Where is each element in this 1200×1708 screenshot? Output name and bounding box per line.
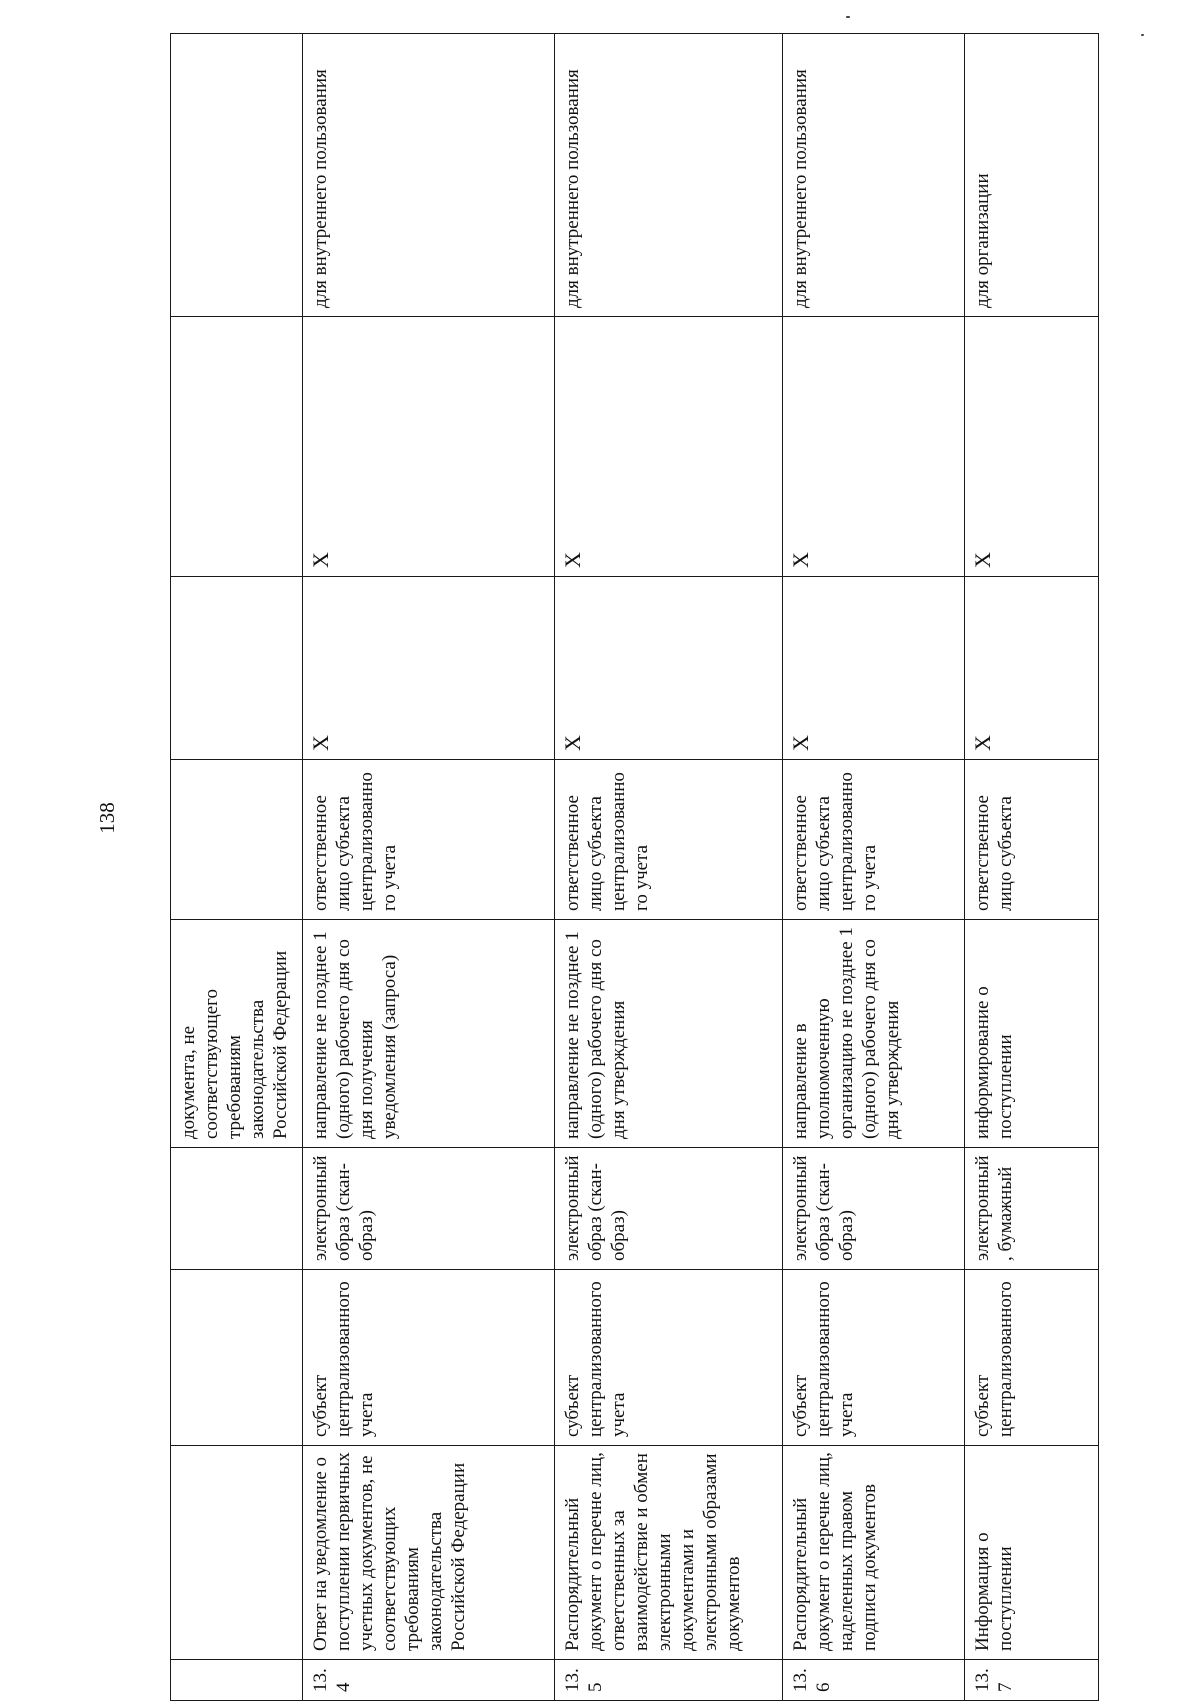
cell-deadline: документа, не соответствующего требованиям законодательства Российской Федерации — [171, 920, 303, 1148]
cell-usage: для внутреннего пользования — [555, 34, 783, 317]
cell-responsible-party: субъект централизованного — [965, 1270, 1099, 1446]
document-table-rotated — [170, 34, 1098, 1701]
cell-document-name: Распорядительный документ о перечне лиц, наделенных правом подписи документов — [783, 1446, 965, 1660]
cell-document-name: Распорядительный документ о перечне лиц, ответственных за взаимодействие и обмен электронными документами и электронными образами документов — [555, 1446, 783, 1660]
table-row — [965, 34, 1099, 1701]
cell-usage — [171, 34, 303, 317]
table-row-continuation — [171, 34, 303, 1701]
cell-deadline: информирование о поступлении — [965, 920, 1099, 1148]
cell-col8: Х — [783, 317, 965, 577]
cell-code: 13.5 — [555, 1660, 783, 1701]
cell-code: 13.7 — [965, 1660, 1099, 1701]
table-row — [303, 34, 555, 1701]
cell-recipient: ответственное лицо субъекта централизованного учета — [303, 760, 555, 920]
cell-col8: Х — [303, 317, 555, 577]
cell-format: электронный образ (скан-образ) — [783, 1148, 965, 1270]
scan-artifact-mark — [846, 16, 850, 18]
cell-recipient: ответственное лицо субъекта централизованного учета — [783, 760, 965, 920]
cell-col7: Х — [783, 577, 965, 760]
cell-responsible-party: субъект централизованного учета — [555, 1270, 783, 1446]
cell-col7: Х — [965, 577, 1099, 760]
cell-format: электронный образ (скан-образ) — [555, 1148, 783, 1270]
cell-recipient — [171, 760, 303, 920]
cell-code: 13.4 — [303, 1660, 555, 1701]
table-row — [555, 34, 783, 1701]
cell-col7: Х — [303, 577, 555, 760]
cell-col7: Х — [555, 577, 783, 760]
cell-recipient: ответственное лицо субъекта централизованного учета — [555, 760, 783, 920]
page-number: 138 — [95, 802, 119, 834]
cell-document-name — [171, 1446, 303, 1660]
cell-format — [171, 1148, 303, 1270]
cell-responsible-party — [171, 1270, 303, 1446]
cell-deadline: направление в уполномоченную организацию не позднее 1 (одного) рабочего дня со дня утверждения — [783, 920, 965, 1148]
scan-artifact-mark — [1141, 34, 1144, 36]
cell-document-name: Ответ на уведомление о поступлении первичных учетных документов, не соответствующих требованиям законодательства Российской Федерации — [303, 1446, 555, 1660]
cell-usage: для организации — [965, 34, 1099, 317]
cell-col8 — [171, 317, 303, 577]
cell-code: 13.6 — [783, 1660, 965, 1701]
cell-responsible-party: субъект централизованного учета — [783, 1270, 965, 1446]
cell-recipient: ответственное лицо субъекта — [965, 760, 1099, 920]
cell-deadline: направление не позднее 1 (одного) рабочего дня со дня утверждения — [555, 920, 783, 1148]
cell-responsible-party: субъект централизованного учета — [303, 1270, 555, 1446]
cell-col8: Х — [555, 317, 783, 577]
cell-col8: Х — [965, 317, 1099, 577]
cell-usage: для внутреннего пользования — [783, 34, 965, 317]
cell-code — [171, 1660, 303, 1701]
table-row — [783, 34, 965, 1701]
cell-usage: для внутреннего пользования — [303, 34, 555, 317]
cell-document-name: Информация о поступлении — [965, 1446, 1099, 1660]
document-table — [170, 33, 1099, 1701]
cell-format: электронный образ (скан-образ) — [303, 1148, 555, 1270]
cell-format: электронный, бумажный — [965, 1148, 1099, 1270]
cell-col7 — [171, 577, 303, 760]
cell-deadline: направление не позднее 1 (одного) рабочего дня со дня получения уведомления (запроса) — [303, 920, 555, 1148]
